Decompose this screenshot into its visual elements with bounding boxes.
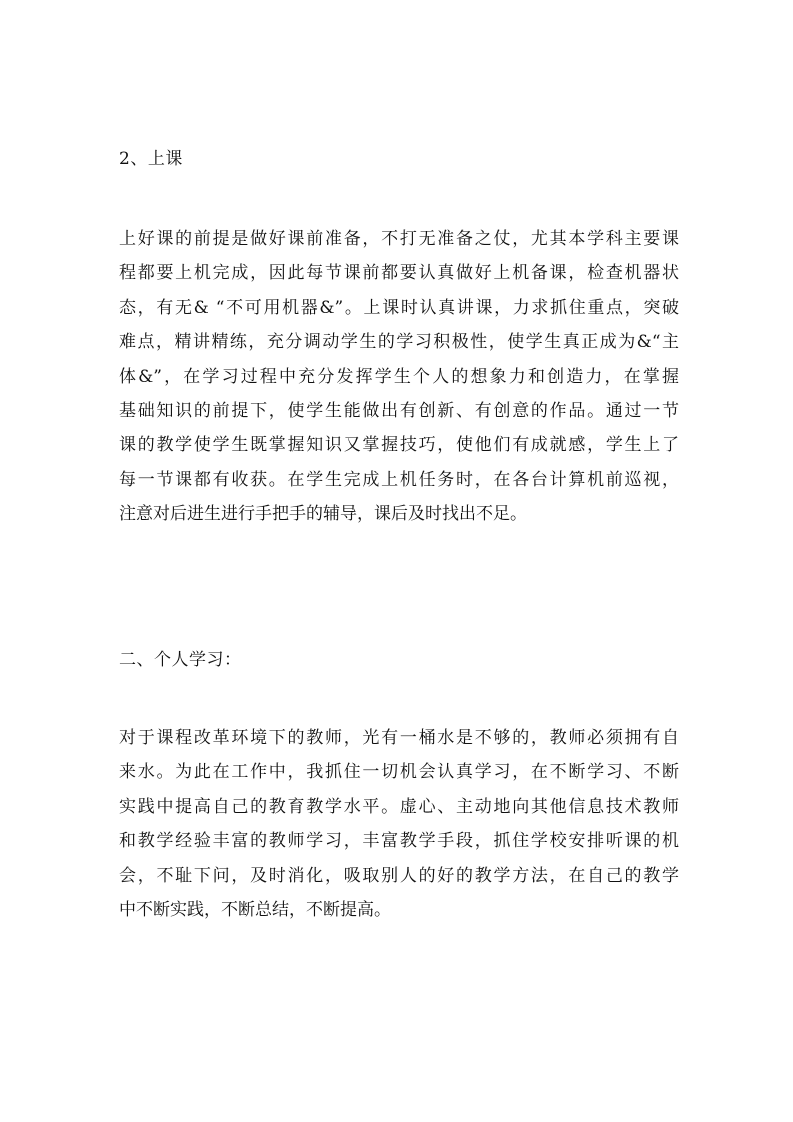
paragraph-line: 课的教学使学生既掌握知识又掌握技巧，使他们有成就感，学生上了 [119,435,679,456]
paragraph-line: 上好课的前提是做好课前准备，不打无准备之仗，尤其本学科主要课 [119,229,679,249]
paragraph-line: 会，不耻下问，及时消化，吸取别人的好的教学方法，在自己的教学 [119,865,679,886]
paragraph-line: 基础知识的前提下，使学生能做出有创新、有创意的作品。通过一节 [119,401,679,422]
paragraph-line: 难点，精讲精练，充分调动学生的学习积极性，使学生真正成为&“主 [119,332,679,353]
section-heading-personal-study: 二、个人学习： [119,650,242,670]
paragraph-line: 和教学经验丰富的教师学习，丰富教学手段，抓住学校安排听课的机 [119,831,679,852]
paragraph-line: 中不断实践，不断总结，不断提高。 [119,900,391,921]
paragraph-line: 注意对后进生进行手把手的辅导，课后及时找出不足。 [119,504,527,525]
paragraph-class-teaching [119,222,679,532]
paragraph-line: 程都要上机完成，因此每节课前都要认真做好上机备课，检查机器状 [119,263,679,284]
paragraph-line: 每一节课都有收获。在学生完成上机任务时，在各台计算机前巡视， [119,469,679,490]
paragraph-line: 体&”，在学习过程中充分发挥学生个人的想象力和创造力，在掌握 [119,366,679,387]
section-heading-class-teaching: 2、上课 [119,149,183,169]
paragraph-line: 对于课程改革环境下的教师，光有一桶水是不够的，教师必须拥有自 [119,728,679,748]
paragraph-line: 来水。为此在工作中，我抓住一切机会认真学习，在不断学习、不断 [119,762,679,783]
paragraph-line: 态，有无& “不可用机器&”。上课时认真讲课，力求抓住重点，突破 [119,297,679,318]
paragraph-line: 实践中提高自己的教育教学水平。虚心、主动地向其他信息技术教师 [119,796,679,817]
paragraph-personal-study [119,721,679,927]
